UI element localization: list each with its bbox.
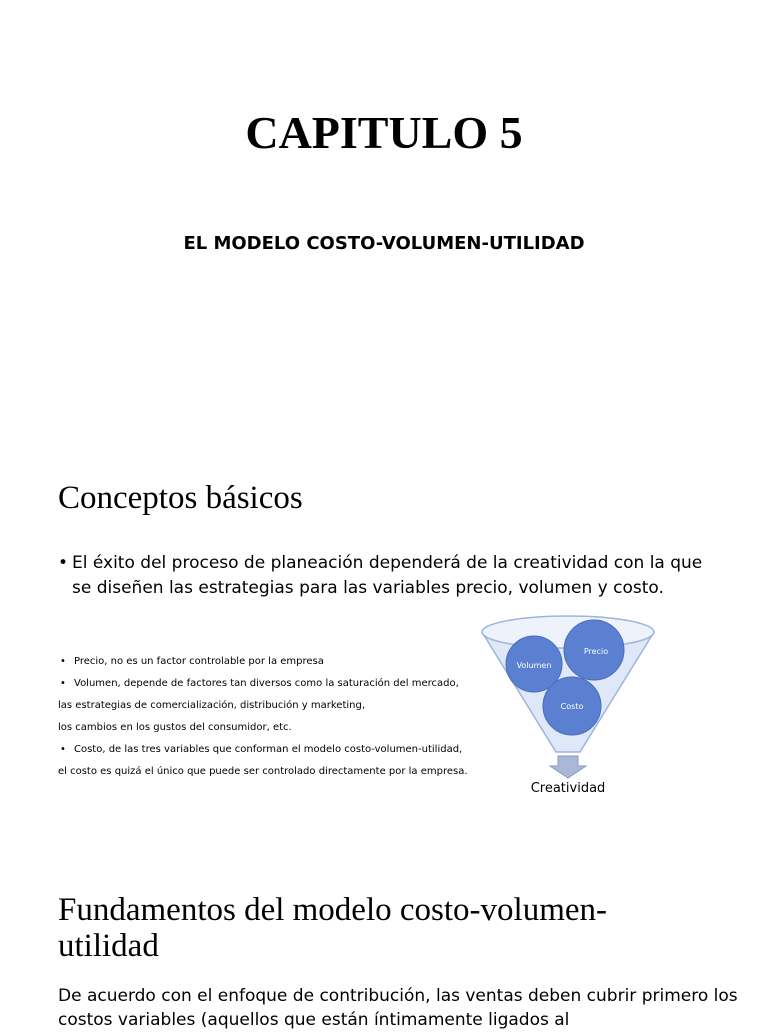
- list-item-text: Precio, no es un factor controlable por la empresa: [74, 656, 324, 667]
- circle-label-volumen: Volumen: [516, 661, 552, 670]
- list-item-3: [58, 717, 488, 739]
- list-item-2: [58, 695, 488, 717]
- circle-label-precio: Precio: [583, 647, 609, 656]
- funnel-diagram: [476, 610, 660, 802]
- bullet-dot: •: [58, 553, 69, 573]
- circle-label-costo: Costo: [560, 702, 584, 711]
- list-item-text: Volumen, depende de factores tan diversos como la saturación del mercado,: [74, 678, 459, 689]
- bullet-dot: •: [60, 678, 66, 689]
- chapter-title: CAPITULO 5: [245, 107, 523, 158]
- body-paragraph: De acuerdo con el enfoque de contribución, las ventas deben cubrir primero los costos variables (aquellos que están íntimamente ligados al: [58, 986, 738, 1030]
- section-heading-conceptos: Conceptos básicos: [58, 480, 303, 516]
- list-item-text: el costo es quizá el único que puede ser controlado directamente por la empresa.: [58, 766, 468, 777]
- list-item-5: [58, 761, 488, 783]
- bullet-dot: •: [60, 656, 66, 667]
- section-heading-fundamentos: Fundamentos del modelo costo-volumen-utilidad: [58, 892, 607, 964]
- list-item-text: las estrategias de comercialización, distribución y marketing,: [58, 700, 366, 711]
- variables-list: [58, 651, 488, 783]
- circle-costo: [543, 677, 601, 735]
- list-item-1: [58, 673, 488, 695]
- list-item-0: [58, 651, 488, 673]
- funnel-arrow: [550, 756, 586, 778]
- list-item-4: [58, 739, 488, 761]
- funnel-output-label: Creatividad: [530, 781, 606, 796]
- chapter-subtitle: EL MODELO COSTO-VOLUMEN-UTILIDAD: [183, 233, 585, 254]
- main-bullet: [58, 551, 718, 601]
- main-bullet-text: El éxito del proceso de planeación dependerá de la creatividad con la que se diseñen las estrategias para las variables precio, volumen y costo.: [72, 553, 703, 598]
- list-item-text: Costo, de las tres variables que conforman el modelo costo-volumen-utilidad,: [74, 744, 463, 755]
- circle-precio: [564, 620, 624, 680]
- bullet-dot: •: [60, 744, 66, 755]
- list-item-text: los cambios en los gustos del consumidor, etc.: [58, 722, 292, 733]
